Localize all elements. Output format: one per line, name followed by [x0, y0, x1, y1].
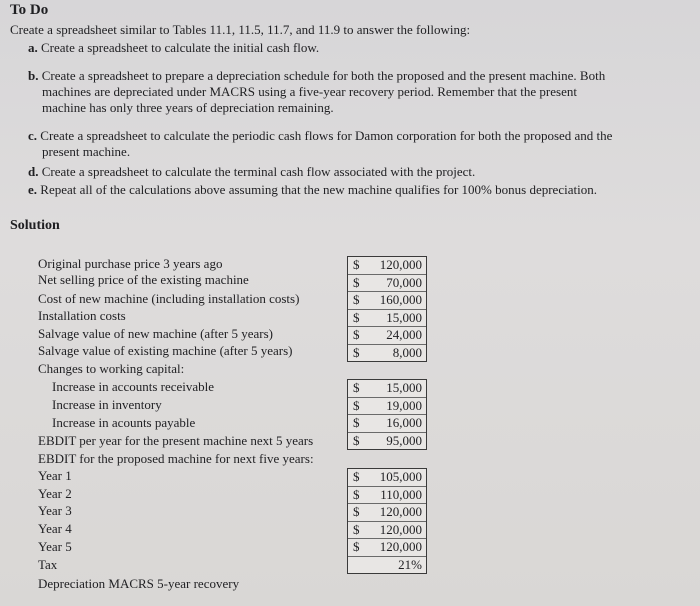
task-d — [28, 164, 475, 180]
value-cell[interactable] — [348, 327, 426, 345]
label-ebdit-present: EBDIT per year for the present machine next 5 years — [38, 433, 314, 448]
label-year-5: Year 5 — [38, 539, 72, 554]
tax-rate-value: 21% — [398, 556, 422, 572]
task-letter: b. — [28, 68, 39, 83]
task-c — [28, 128, 612, 160]
task-text: Create a spreadsheet to calculate the initial cash flow. — [41, 40, 320, 55]
label-install: Installation costs — [38, 308, 126, 323]
label-cost-new: Cost of new machine (including installation costs) — [38, 291, 300, 306]
label-ap: Increase in acounts payable — [52, 415, 196, 430]
label-ar: Increase in accounts receivable — [52, 379, 215, 394]
value-cell[interactable] — [348, 345, 426, 362]
value-cell[interactable] — [348, 469, 426, 487]
cell-value: 70,000 — [386, 274, 422, 290]
currency-symbol: $ — [353, 539, 360, 554]
cell-value: 120,000 — [379, 257, 422, 272]
task-text-line: Create a spreadsheet to calculate the periodic cash flows for Damon corporation for both the proposed and the — [40, 128, 613, 143]
cell-value: 110,000 — [380, 486, 422, 502]
cell-value: 120,000 — [379, 521, 422, 537]
currency-symbol: $ — [353, 432, 360, 448]
value-cell[interactable] — [348, 380, 426, 398]
label-year-2: Year 2 — [38, 486, 72, 501]
cell-value: 120,000 — [379, 539, 422, 554]
cell-value: 120,000 — [379, 504, 422, 519]
currency-symbol: $ — [353, 469, 360, 484]
solution-title: Solution — [10, 218, 60, 233]
cell-value: 8,000 — [392, 344, 422, 360]
value-cell[interactable] — [348, 539, 426, 557]
task-text: Create a spreadsheet to calculate the terminal cash flow associated with the project. — [41, 164, 476, 179]
currency-symbol: $ — [353, 274, 360, 290]
cell-value: 105,000 — [379, 469, 422, 484]
value-cell[interactable] — [348, 504, 426, 522]
currency-symbol: $ — [353, 292, 360, 307]
value-box-machine — [347, 256, 427, 362]
task-letter: c. — [28, 128, 38, 143]
label-salvage-new: Salvage value of new machine (after 5 years) — [38, 326, 273, 341]
label-year-3: Year 3 — [38, 503, 72, 518]
cell-value: 19,000 — [386, 397, 422, 413]
label-tax: Tax — [38, 557, 58, 572]
cell-value: 15,000 — [386, 380, 422, 395]
label-salvage-existing: Salvage value of existing machine (after 5 years) — [38, 343, 293, 358]
label-year-1: Year 1 — [38, 468, 72, 483]
task-letter: a. — [28, 40, 38, 55]
currency-symbol: $ — [353, 397, 360, 413]
label-wc-header: Changes to working capital: — [38, 361, 185, 376]
value-cell[interactable] — [348, 275, 426, 293]
value-cell[interactable] — [348, 487, 426, 505]
currency-symbol: $ — [353, 415, 360, 430]
currency-symbol: $ — [353, 327, 360, 342]
label-net-selling: Net selling price of the existing machine — [38, 272, 249, 287]
value-cell[interactable] — [348, 415, 426, 433]
value-box-ebdit-proposed — [347, 468, 427, 574]
task-letter: d. — [28, 164, 39, 179]
currency-symbol: $ — [353, 380, 360, 395]
currency-symbol: $ — [353, 309, 360, 325]
task-text-line: machine has only three years of depreciation remaining. — [42, 100, 334, 115]
currency-symbol: $ — [353, 486, 360, 502]
task-text-line: present machine. — [42, 144, 131, 159]
cell-value: 95,000 — [386, 432, 422, 448]
task-text: Repeat all of the calculations above assuming that the new machine qualifies for 100% bonus depreciation. — [40, 182, 597, 197]
value-box-working-capital — [347, 379, 427, 450]
task-a — [28, 40, 319, 56]
currency-symbol: $ — [353, 504, 360, 519]
value-cell[interactable] — [348, 292, 426, 310]
tax-rate-cell[interactable] — [348, 557, 426, 574]
currency-symbol: $ — [353, 521, 360, 537]
task-text-line: machines are depreciated under MACRS using a five-year recovery period. Remember that the present — [42, 84, 577, 99]
value-cell[interactable] — [348, 310, 426, 328]
label-ebdit-proposed: EBDIT for the proposed machine for next five years: — [38, 451, 314, 466]
task-letter: e. — [28, 182, 38, 197]
currency-symbol: $ — [353, 344, 360, 360]
cell-value: 15,000 — [386, 309, 422, 325]
cell-value: 24,000 — [386, 327, 422, 342]
value-cell[interactable] — [348, 398, 426, 416]
task-e — [28, 182, 597, 198]
todo-intro: Create a spreadsheet similar to Tables 11.1, 11.5, 11.7, and 11.9 to answer the following: — [10, 22, 471, 37]
label-inventory: Increase in inventory — [52, 397, 162, 412]
cell-value: 16,000 — [386, 415, 422, 430]
task-text-line: Create a spreadsheet to prepare a depreciation schedule for both the proposed and the present machine. Both — [41, 68, 606, 83]
value-cell[interactable] — [348, 433, 426, 450]
todo-title: To Do — [10, 2, 49, 18]
label-year-4: Year 4 — [38, 521, 72, 536]
value-cell[interactable] — [348, 522, 426, 540]
currency-symbol: $ — [353, 257, 360, 272]
value-cell[interactable] — [348, 257, 426, 275]
cell-value: 160,000 — [379, 292, 422, 307]
label-depreciation: Depreciation MACRS 5-year recovery — [38, 576, 240, 591]
label-original-price: Original purchase price 3 years ago — [38, 256, 223, 271]
task-b — [28, 68, 605, 116]
